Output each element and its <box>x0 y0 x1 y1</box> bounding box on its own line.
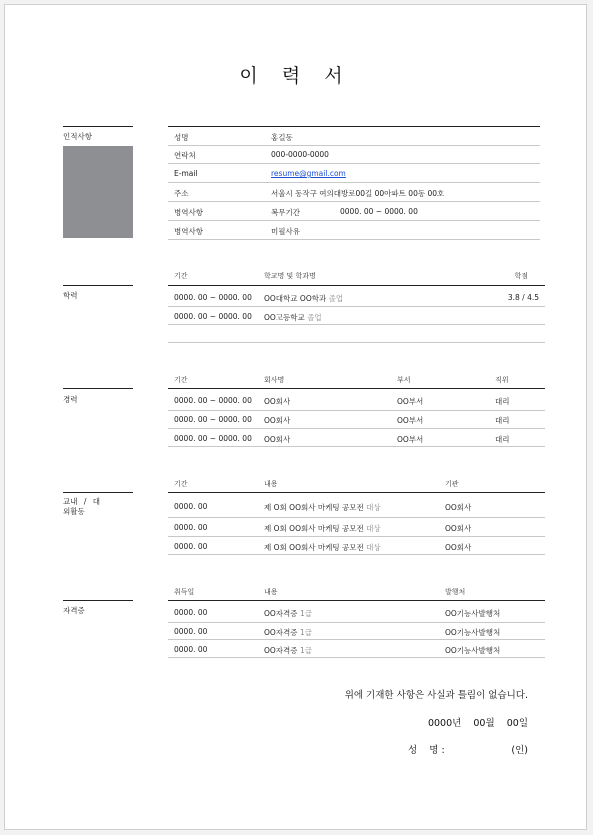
column-header: 부서 <box>397 376 411 384</box>
seal-mark: (인) <box>511 745 528 756</box>
dept-cell: OO부서 <box>397 416 424 425</box>
company-cell: OO회사 <box>264 397 291 406</box>
page-title: 이 력 서 <box>239 65 352 87</box>
field-label: 연락처 <box>174 151 196 160</box>
org-cell: OO회사 <box>445 543 472 552</box>
period-cell: 0000. 00 <box>174 542 208 551</box>
status-cell: 졸업 <box>307 313 322 322</box>
column-header: 직위 <box>495 376 509 384</box>
name-value: 홍길동 <box>271 133 293 142</box>
column-header: 내용 <box>264 588 278 596</box>
resume-page <box>4 4 587 830</box>
table-row <box>168 285 545 307</box>
column-header: 기간 <box>174 376 188 384</box>
activities-section-rule <box>63 492 133 493</box>
signature-label: 성 명 : <box>408 745 445 756</box>
column-header: 내용 <box>264 480 278 488</box>
position-cell: 대리 <box>495 397 510 406</box>
column-header: 학점 <box>514 272 528 280</box>
period-cell: 0000. 00 ~ 0000. 00 <box>174 396 252 405</box>
content-cell: 제 O회 OO회사 마케팅 공모전 <box>264 543 364 552</box>
score-cell: 3.8 / 4.5 <box>507 293 539 302</box>
table-row <box>168 517 545 537</box>
table-row <box>168 221 540 240</box>
education-table <box>168 267 545 347</box>
position-cell: 대리 <box>495 435 510 444</box>
award-cell: 대상 <box>366 503 381 512</box>
table-row <box>168 183 540 202</box>
activities-table <box>168 475 545 557</box>
status-cell: 졸업 <box>328 294 344 303</box>
signature-date: 0000년 00월 00일 <box>427 718 528 729</box>
field-label: 주소 <box>174 189 189 198</box>
phone-value: 000-0000-0000 <box>271 150 329 159</box>
period-cell: 0000. 00 <box>174 523 208 532</box>
issuer-cell: OO기능사발행처 <box>445 646 501 655</box>
table-row <box>168 306 545 325</box>
award-cell: 대상 <box>366 543 381 552</box>
exemption-reason-label: 미필사유 <box>271 227 300 236</box>
license-cell: OO자격증 <box>264 628 298 637</box>
table-row <box>168 164 540 183</box>
license-cell: OO자격증 <box>264 646 298 655</box>
field-label: 병역사항 <box>174 208 203 217</box>
personal-section-label: 인적사항 <box>63 132 92 141</box>
column-header: 학교명 및 학과명 <box>264 272 316 280</box>
service-period-value: 0000. 00 ~ 0000. 00 <box>340 207 418 216</box>
activities-section-label: 교내 / 대외활동 <box>63 497 101 516</box>
grade-cell: 1급 <box>299 646 312 655</box>
date-cell: 0000. 00 <box>174 608 208 617</box>
table-row <box>168 410 545 429</box>
license-cell: OO자격증 <box>264 609 298 618</box>
date-cell: 0000. 00 <box>174 645 208 654</box>
dept-cell: OO부서 <box>397 435 424 444</box>
period-cell: 0000. 00 ~ 0000. 00 <box>174 293 252 302</box>
issuer-cell: OO기능사발행처 <box>445 609 501 618</box>
issuer-cell: OO기능사발행처 <box>445 628 501 637</box>
licenses-table <box>168 583 545 661</box>
table-row <box>168 325 545 343</box>
column-header: 발행처 <box>445 588 466 596</box>
table-row <box>168 600 545 623</box>
email-link[interactable]: resume@gmail.com <box>271 169 346 178</box>
table-row <box>168 145 540 164</box>
position-cell: 대리 <box>495 416 510 425</box>
company-cell: OO회사 <box>264 435 291 444</box>
grade-cell: 1급 <box>299 609 312 618</box>
grade-cell: 1급 <box>299 628 312 637</box>
table-row <box>168 640 545 658</box>
school-cell: OO고등학교 <box>264 313 305 322</box>
signature-line <box>408 742 528 756</box>
period-cell: 0000. 00 ~ 0000. 00 <box>174 434 252 443</box>
education-section-label: 학력 <box>63 291 78 300</box>
column-header: 기관 <box>445 480 459 488</box>
field-label: 성명 <box>174 133 189 142</box>
address-value: 서울시 동작구 여의대방로00길 00아파트 00동 00호 <box>271 189 445 198</box>
table-row <box>168 202 540 221</box>
org-cell: OO회사 <box>445 524 472 533</box>
field-label: 병역사항 <box>174 227 203 236</box>
content-cell: 제 O회 OO회사 마케팅 공모전 <box>264 524 364 533</box>
career-table <box>168 371 545 451</box>
declaration-text: 위에 기재한 사항은 사실과 틀림이 없습니다. <box>344 690 528 701</box>
table-row <box>168 429 545 447</box>
table-row <box>168 492 545 518</box>
school-cell: OO대학교 OO학과 <box>264 294 327 303</box>
licenses-section-label: 자격증 <box>63 606 85 615</box>
licenses-section-rule <box>63 600 133 601</box>
table-row <box>168 388 545 411</box>
service-period-label: 복무기간 <box>271 208 300 217</box>
column-header: 취득일 <box>174 588 195 596</box>
date-cell: 0000. 00 <box>174 627 208 636</box>
column-header: 기간 <box>174 480 188 488</box>
org-cell: OO회사 <box>445 503 472 512</box>
table-row <box>168 537 545 555</box>
company-cell: OO회사 <box>264 416 291 425</box>
education-section-rule <box>63 285 133 286</box>
career-section-label: 경력 <box>63 395 78 404</box>
award-cell: 대상 <box>366 524 381 533</box>
period-cell: 0000. 00 ~ 0000. 00 <box>174 415 252 424</box>
column-header: 회사명 <box>264 376 285 384</box>
personal-section-rule <box>63 126 133 127</box>
table-row <box>168 126 540 146</box>
career-section-rule <box>63 388 133 389</box>
column-header: 기간 <box>174 272 188 280</box>
personal-table <box>168 126 540 240</box>
photo-placeholder[interactable] <box>63 146 133 238</box>
period-cell: 0000. 00 ~ 0000. 00 <box>174 312 252 321</box>
table-row <box>168 622 545 640</box>
dept-cell: OO부서 <box>397 397 424 406</box>
period-cell: 0000. 00 <box>174 502 208 511</box>
field-label: E-mail <box>174 169 198 178</box>
content-cell: 제 O회 OO회사 마케팅 공모전 <box>264 503 364 512</box>
